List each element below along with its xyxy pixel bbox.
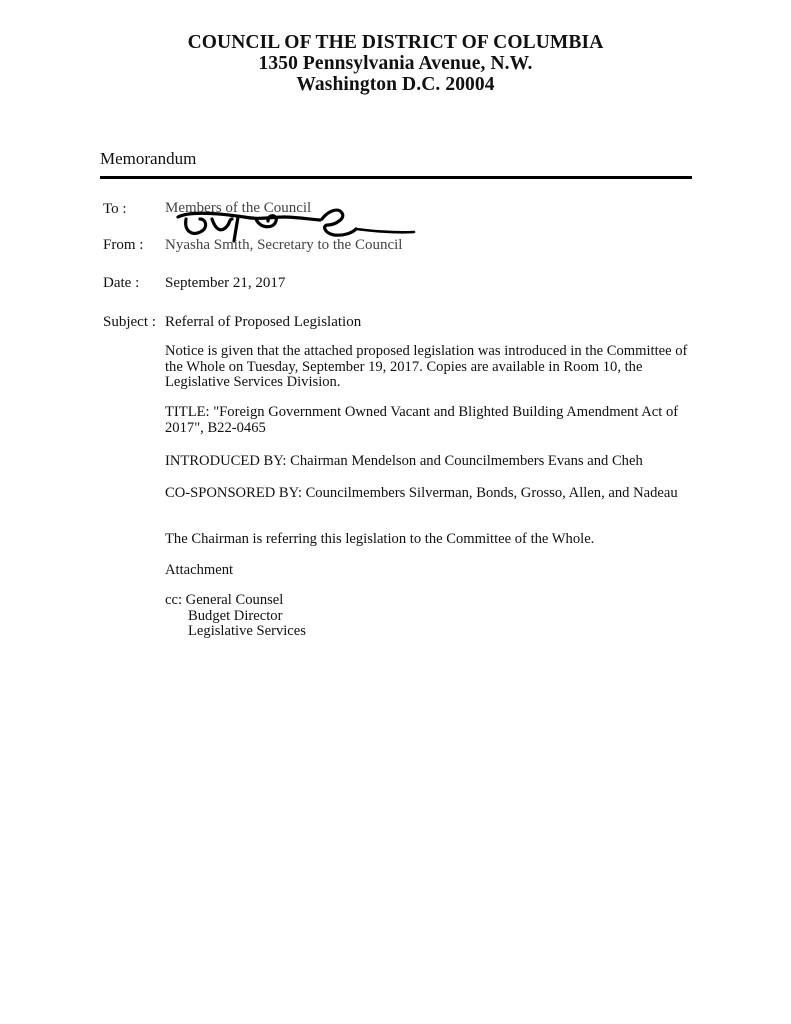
memo-title: Memorandum xyxy=(100,149,197,168)
from-value: Nyasha Smith, Secretary to the Council xyxy=(165,237,403,253)
cc-list xyxy=(165,593,306,640)
to-value: Members of the Council xyxy=(165,200,312,216)
legislation-title: TITLE: "Foreign Government Owned Vacant and Blighted Building Amendment Act of 2017", B22-0465 xyxy=(165,404,679,436)
co-sponsored-by: CO-SPONSORED BY: Councilmembers Silverman, Bonds, Grosso, Allen, and Nadeau xyxy=(165,485,678,501)
city-address: Washington D.C. 20004 xyxy=(296,74,495,95)
cc-legislative-services: Legislative Services xyxy=(188,623,306,639)
attachment-note: Attachment xyxy=(165,562,234,578)
subject-value: Referral of Proposed Legislation xyxy=(165,314,362,330)
from-label: From : xyxy=(103,237,144,253)
letterhead xyxy=(0,32,791,95)
date-value: September 21, 2017 xyxy=(165,275,286,291)
cc-general-counsel: cc: General Counsel xyxy=(165,592,284,608)
date-label: Date : xyxy=(103,275,140,291)
subject-label: Subject : xyxy=(103,314,156,330)
org-name: COUNCIL OF THE DISTRICT OF COLUMBIA xyxy=(187,32,604,53)
referral-statement: The Chairman is referring this legislation to the Committee of the Whole. xyxy=(165,531,595,547)
cc-budget-director: Budget Director xyxy=(188,607,283,624)
street-address: 1350 Pennsylvania Avenue, N.W. xyxy=(258,53,533,74)
introduced-by: INTRODUCED BY: Chairman Mendelson and Councilmembers Evans and Cheh xyxy=(165,453,643,469)
divider xyxy=(100,176,692,179)
notice-paragraph: Notice is given that the attached proposed legislation was introduced in the Committee of the Whole on Tuesday, September 19, 2017. Copies are available in Room 10, the Legislative Services Division. xyxy=(165,343,688,390)
to-label: To : xyxy=(103,201,127,217)
